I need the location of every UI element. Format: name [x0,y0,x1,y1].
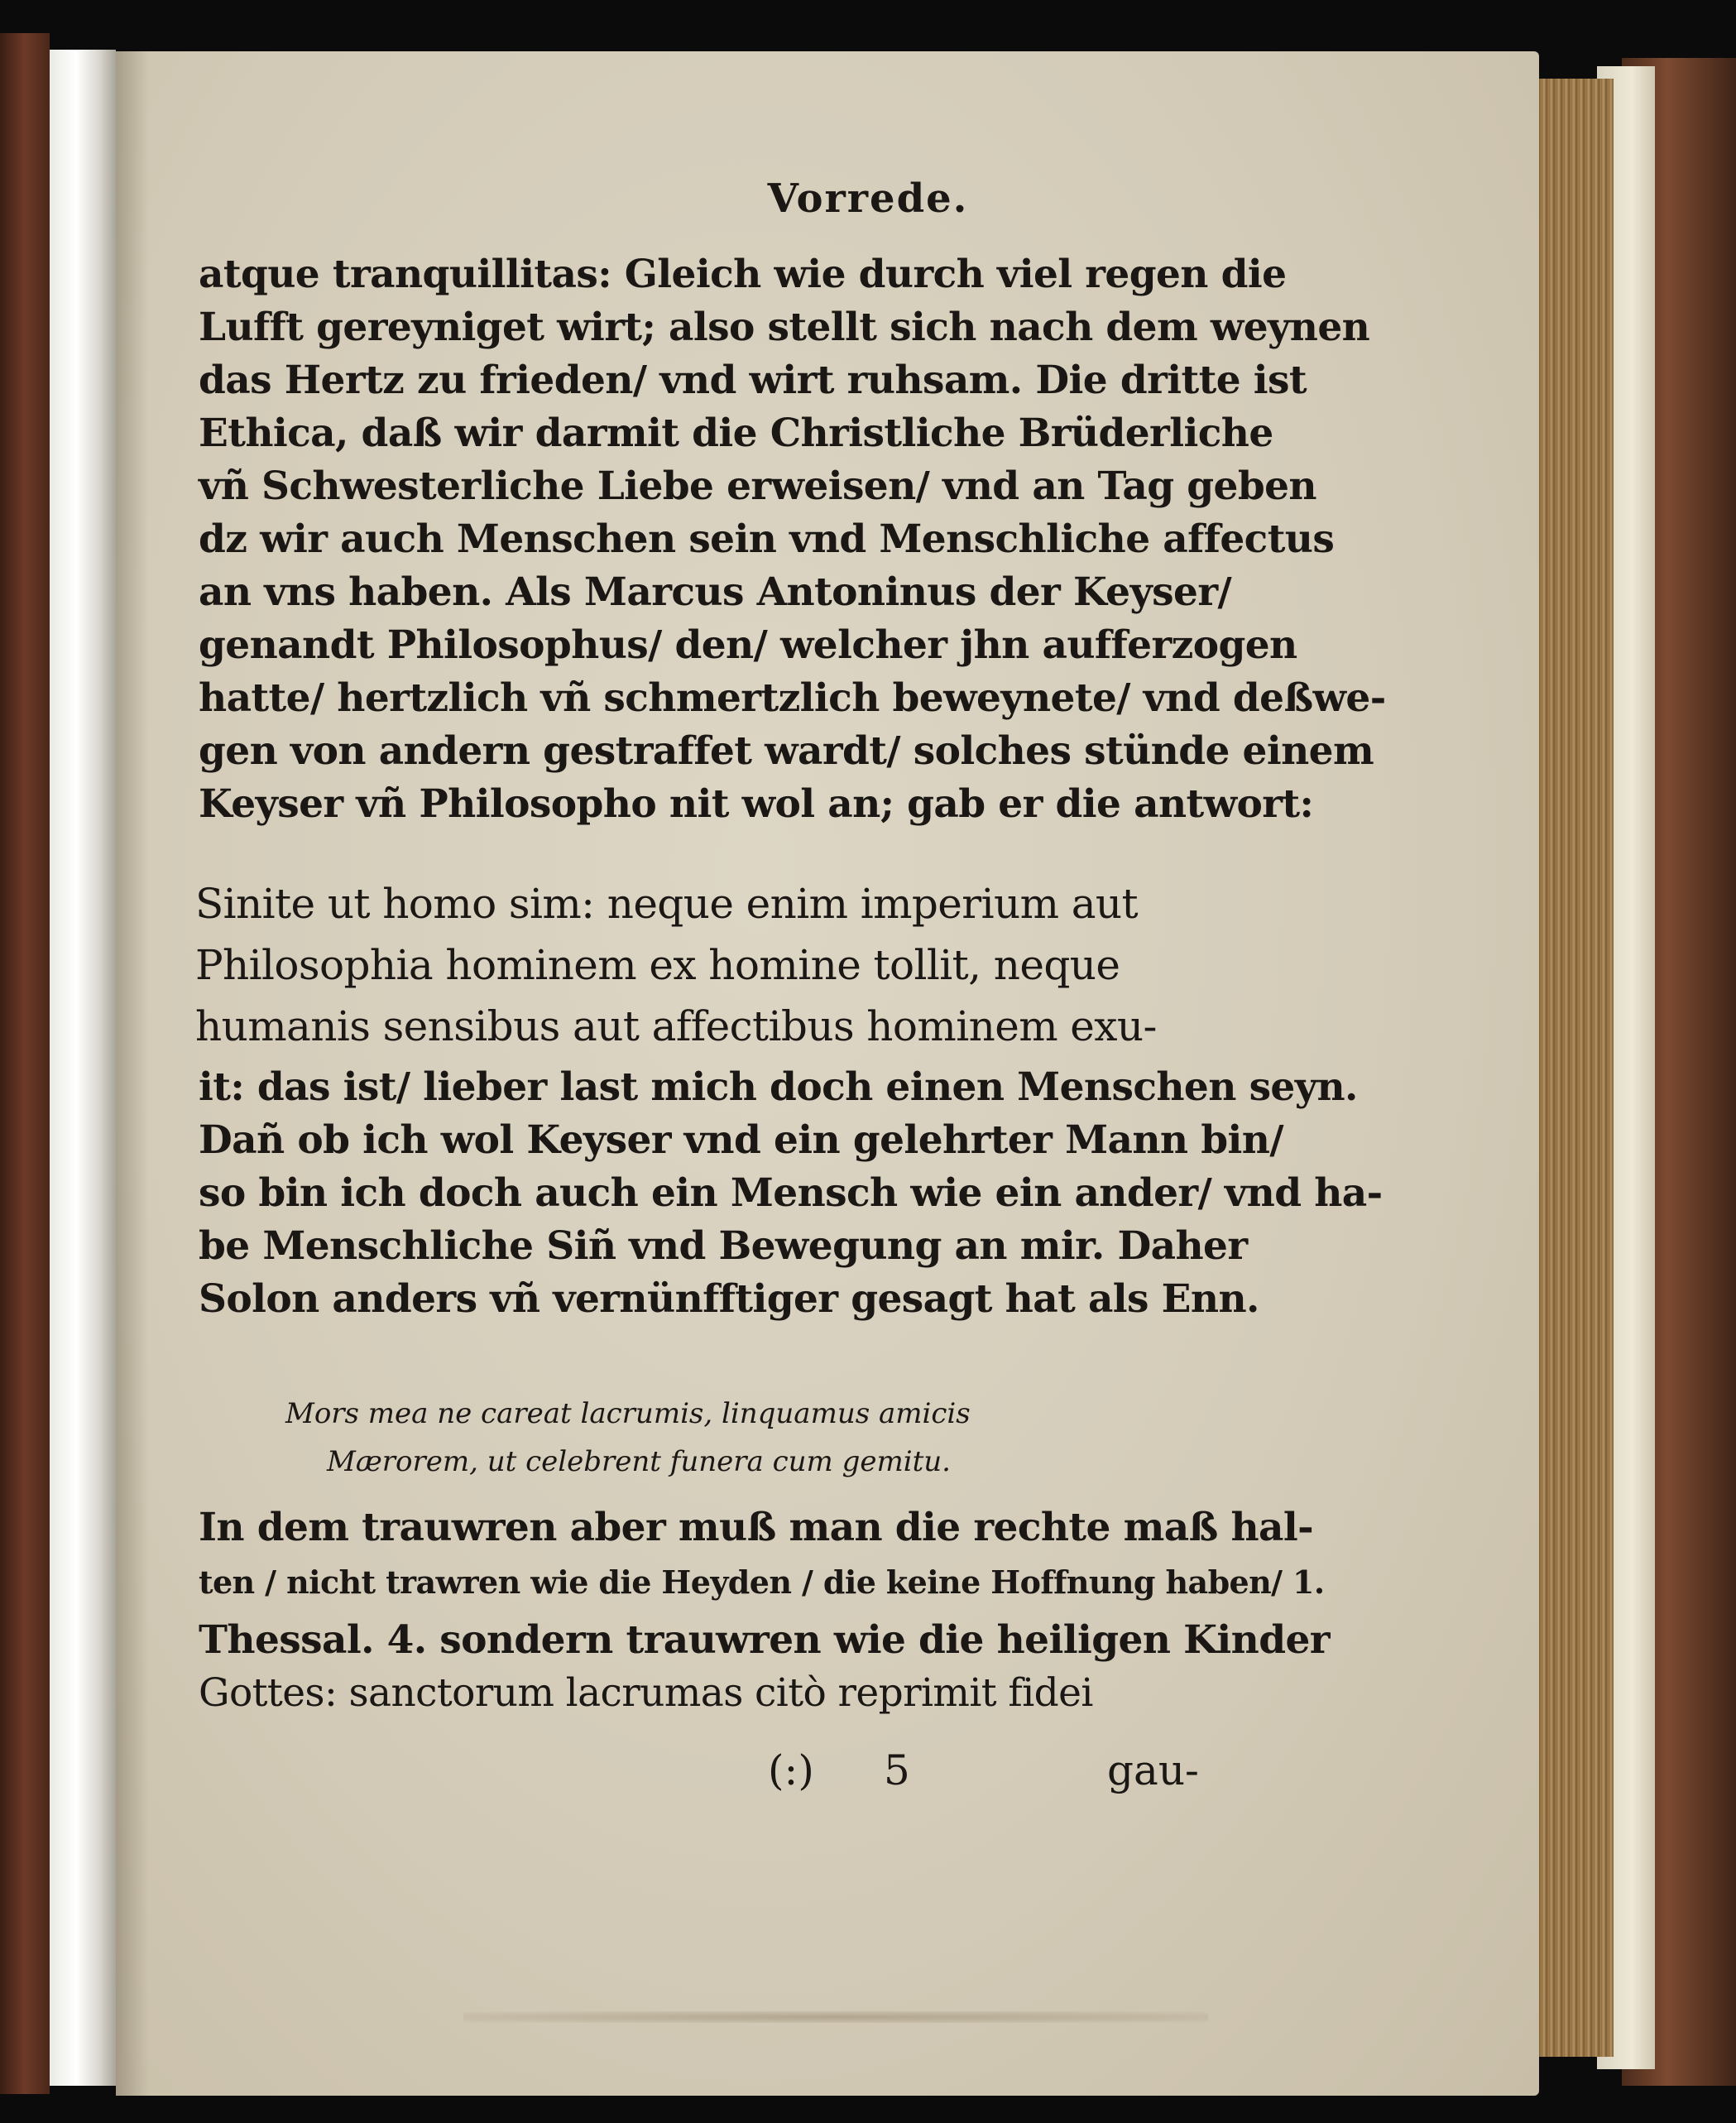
latin-line: Philosophia hominem ex homine tollit, neque [195,941,1120,989]
text-line: atque tranquillitas: Gleich wie durch viel regen die [199,252,1287,297]
text-line: In dem trauwren aber muß man die rechte maß hal- [199,1505,1314,1550]
text-line: an vns haben. Als Marcus Antoninus der Keyser/ [199,569,1232,615]
text-line: genandt Philosophus/ den/ welcher jhn aufferzogen [199,622,1297,668]
catchword: gau- [1107,1746,1199,1794]
text-line: Ethica, daß wir darmit die Christliche Brüderliche [199,411,1273,456]
text-line: Dañ ob ich wol Keyser vnd ein gelehrter Mann bin/ [199,1117,1283,1163]
text-line: vñ Schwesterliche Liebe erweisen/ vnd an Tag geben [199,464,1316,509]
verse-line: Mærorem, ut celebrent funera cum gemitu. [327,1445,951,1478]
running-head: Vorrede. [767,175,969,222]
page-edges [1527,79,1614,2057]
page-stain [463,2011,1208,2023]
text-line: so bin ich doch auch ein Mensch wie ein ander/ vnd ha- [199,1170,1383,1216]
text-line: Gottes: sanctorum lacrumas citò reprimit fidei [199,1670,1093,1716]
text-line: Keyser vñ Philosopho nit wol an; gab er die antwort: [199,781,1314,827]
text-line: gen von andern gestraffet wardt/ solches stünde einem [199,728,1374,774]
text-line: dz wir auch Menschen sein vnd Menschliche affectus [199,516,1335,562]
text-line: das Hertz zu frieden/ vnd wirt ruhsam. Die dritte ist [199,358,1307,403]
left-cover-edge [0,33,50,2094]
latin-line: Sinite ut homo sim: neque enim imperium aut [195,880,1138,928]
verse-line: Mors mea ne careat lacrumis, linquamus amicis [285,1397,971,1430]
binding-gutter [50,50,116,2086]
text-line: hatte/ hertzlich vñ schmertzlich beweynete/ vnd deßwe- [199,675,1386,721]
latin-line: humanis sensibus aut affectibus hominem exu- [195,1002,1157,1050]
signature-number: 5 [884,1746,910,1794]
text-line: Lufft gereyniget wirt; also stellt sich nach dem weynen [199,305,1370,350]
signature-mark: (:) [768,1746,814,1794]
text-line: Solon anders vñ vernünfftiger gesagt hat als Enn. [199,1276,1259,1322]
text-line: it: das ist/ lieber last mich doch einen Menschen seyn. [199,1064,1358,1110]
text-line: ten / nicht trawren wie die Heyden / die keine Hoffnung haben/ 1. [199,1563,1325,1601]
text-line: be Menschliche Siñ vnd Bewegung an mir. Daher [199,1223,1248,1269]
text-line: Thessal. 4. sondern trauwren wie die heiligen Kinder [199,1617,1330,1663]
gutter-shadow [116,51,149,2096]
